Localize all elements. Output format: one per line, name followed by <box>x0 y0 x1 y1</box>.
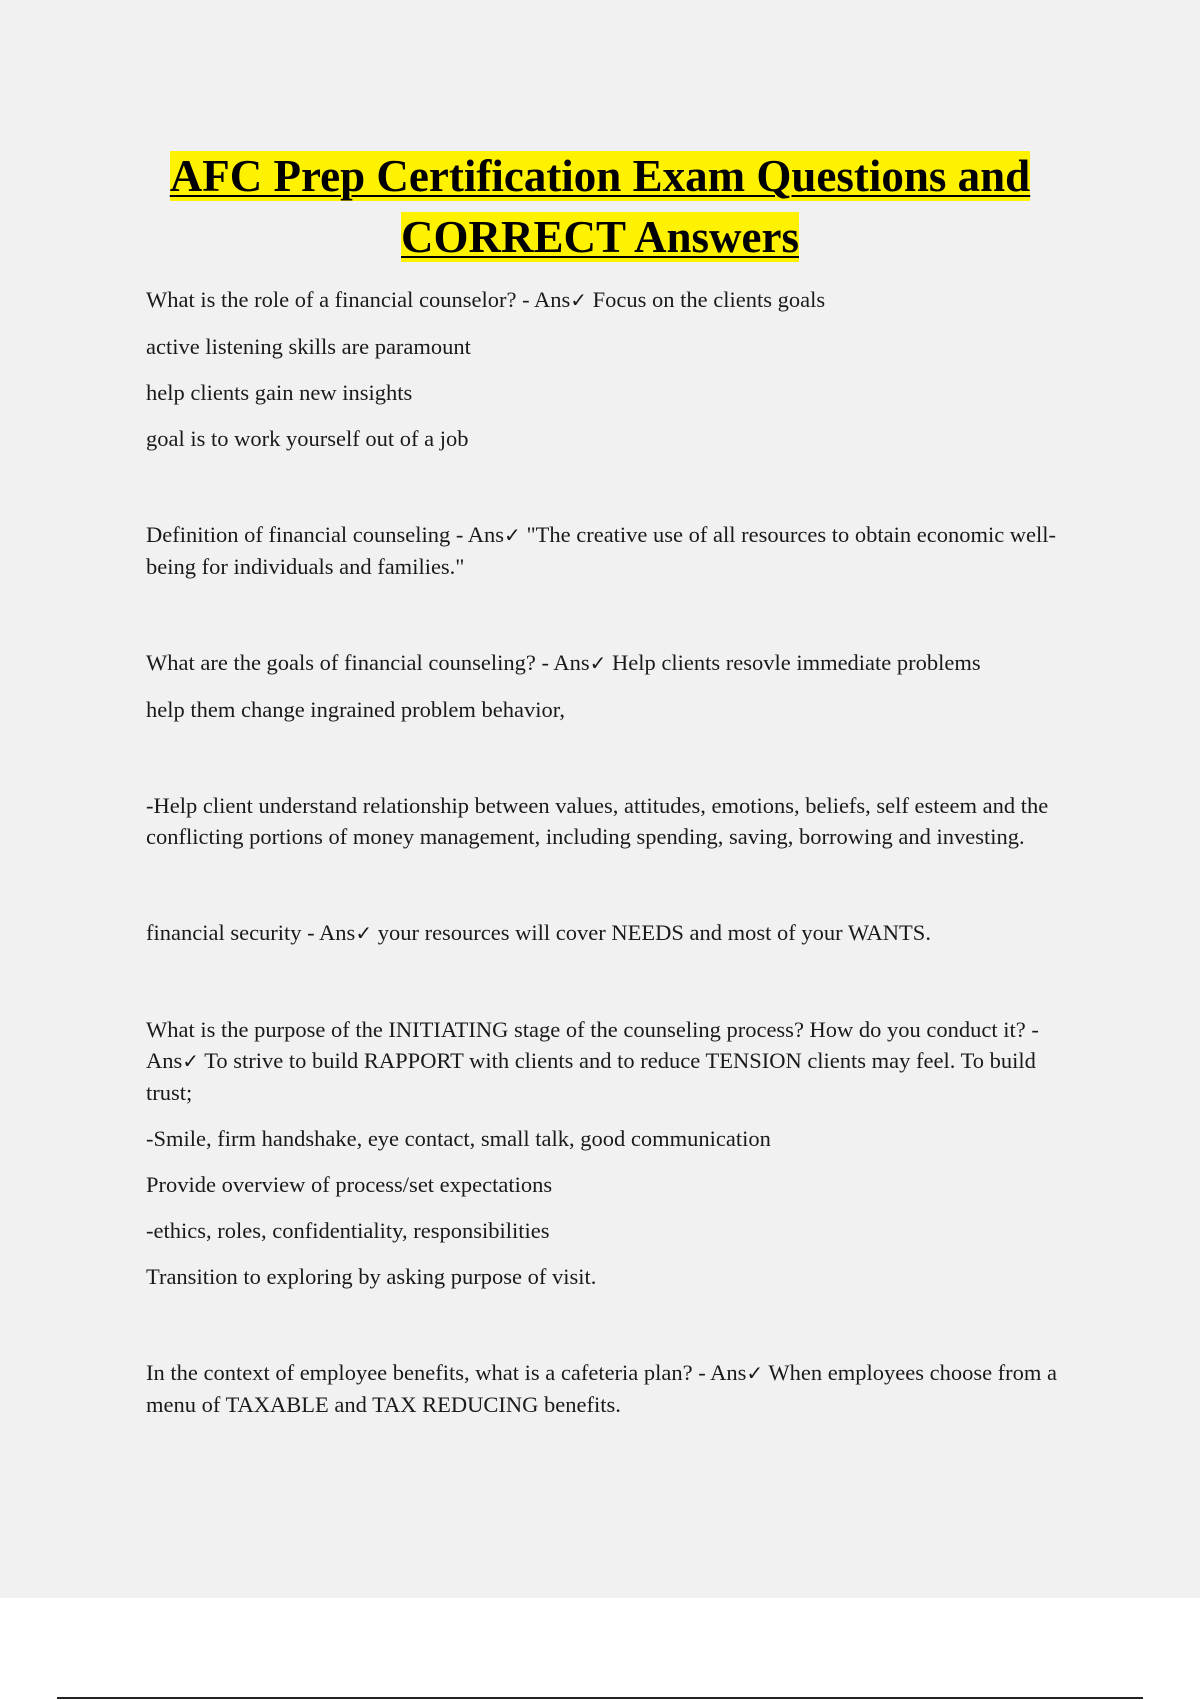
check-icon: ✓ <box>355 921 373 945</box>
qa-content <box>146 284 1086 1420</box>
answer-text: Help clients resovle immediate problems <box>606 650 981 675</box>
title-line-2: CORRECT Answers <box>401 212 799 262</box>
page-title <box>100 146 1100 268</box>
answer-line: help clients gain new insights <box>146 380 413 405</box>
qa-entry <box>146 917 1086 949</box>
answer-text: "The creative use of all resources to obtain economic well-being for individuals and families." <box>146 522 1057 579</box>
answer-line: Provide overview of process/set expectations <box>146 1172 553 1197</box>
qa-entry <box>146 519 1086 582</box>
answer-text: To strive to build RAPPORT with clients and to reduce TENSION clients may feel. To build trust; <box>146 1048 1036 1105</box>
title-line-1: AFC Prep Certification Exam Questions and <box>169 151 1031 201</box>
answer-line: Transition to exploring by asking purpose of visit. <box>146 1264 597 1289</box>
check-icon: ✓ <box>504 523 521 547</box>
qa-entry <box>146 1014 1086 1108</box>
answer-text: When employees choose from a menu of TAXABLE and TAX REDUCING benefits. <box>146 1360 1058 1417</box>
answer-text: your resources will cover NEEDS and most of your WANTS. <box>372 920 931 945</box>
answer-text: Focus on the clients goals <box>587 287 826 312</box>
answer-line: -Smile, firm handshake, eye contact, small talk, good communication <box>146 1126 771 1151</box>
answer-line: help them change ingrained problem behavior, <box>146 697 565 722</box>
question-text: financial security - Ans <box>146 920 356 945</box>
check-icon: ✓ <box>570 288 587 312</box>
qa-entry <box>146 647 1086 679</box>
question-text: What is the role of a financial counselor? - Ans <box>146 287 571 312</box>
qa-entry <box>146 1357 1086 1420</box>
question-text: Definition of financial counseling - Ans <box>146 522 505 547</box>
question-text: In the context of employee benefits, what is a cafeteria plan? - Ans <box>146 1360 747 1385</box>
question-text: What is the purpose of the INITIATING stage of the counseling process? How do you conduct it? - Ans <box>146 1017 1039 1073</box>
check-icon: ✓ <box>746 1361 764 1385</box>
answer-line: active listening skills are paramount <box>146 334 471 359</box>
answer-paragraph: -Help client understand relationship between values, attitudes, emotions, beliefs, self esteem and the conflicting portions of money management, including spending, saving, borrowing and investing. <box>146 793 1049 849</box>
question-text: What are the goals of financial counseling? - Ans <box>146 650 590 675</box>
check-icon: ✓ <box>589 651 607 675</box>
qa-entry <box>146 284 1086 316</box>
answer-line: -ethics, roles, confidentiality, responsibilities <box>146 1218 550 1243</box>
page-divider <box>57 1697 1143 1699</box>
check-icon: ✓ <box>182 1049 200 1073</box>
answer-line: goal is to work yourself out of a job <box>146 426 469 451</box>
